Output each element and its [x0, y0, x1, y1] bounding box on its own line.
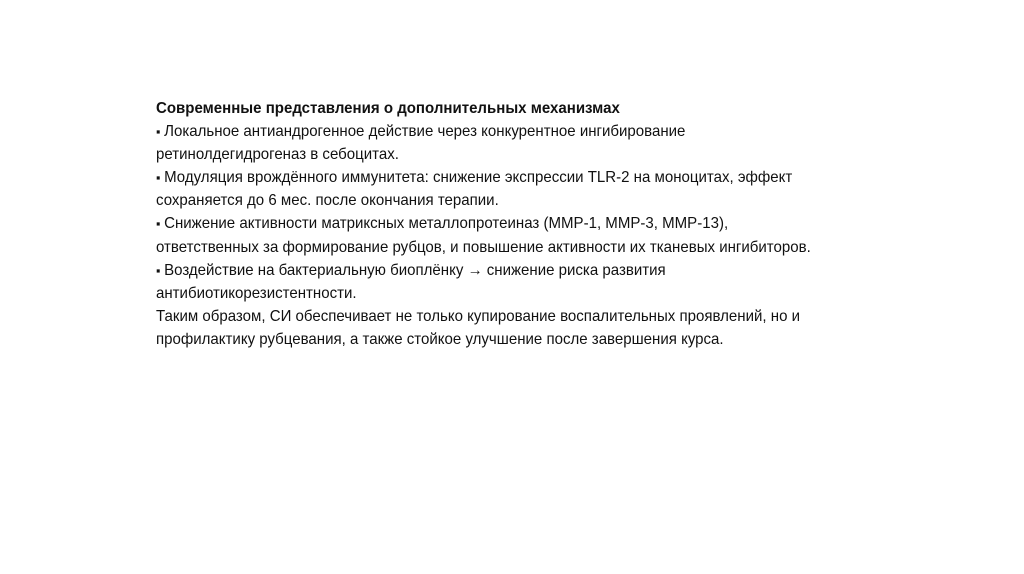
bullet-square-icon: ▪ — [156, 170, 161, 186]
slide-text-block — [156, 97, 833, 351]
bullet-item-1 — [156, 120, 833, 166]
bullet-square-icon: ▪ — [156, 124, 161, 140]
bullet-text: Локальное антиандрогенное действие через конкурентное ингибирование ретинолдегидрогеназ в себоцитах. — [156, 123, 686, 164]
slide-heading: Современные представления о дополнительных механизмах — [156, 100, 620, 117]
bullet-text: Модуляция врождённого иммунитета: снижение экспрессии TLR-2 на моноцитах, эффект сохраняется до 6 мес. после окончания терапии. — [156, 169, 793, 210]
bullet-text: Снижение активности матриксных металлопротеиназ (MMP-1, MMP-3, MMP-13), ответственных за формирование рубцов, и повышение активности их тканевых ингибиторов. — [156, 215, 811, 256]
bullet-item-3 — [156, 212, 833, 258]
bullet-text: Воздействие на бактериальную биоплёнку → снижение риска развития антибиотикорезистентности. — [156, 261, 666, 302]
bullet-square-icon: ▪ — [156, 262, 161, 278]
bullet-item-4 — [156, 259, 833, 305]
bullet-item-2 — [156, 166, 833, 212]
conclusion-paragraph: Таким образом, СИ обеспечивает не только купирование воспалительных проявлений, но и профилактику рубцевания, а также стойкое улучшение после завершения курса. — [156, 307, 801, 348]
bullet-square-icon: ▪ — [156, 216, 161, 232]
